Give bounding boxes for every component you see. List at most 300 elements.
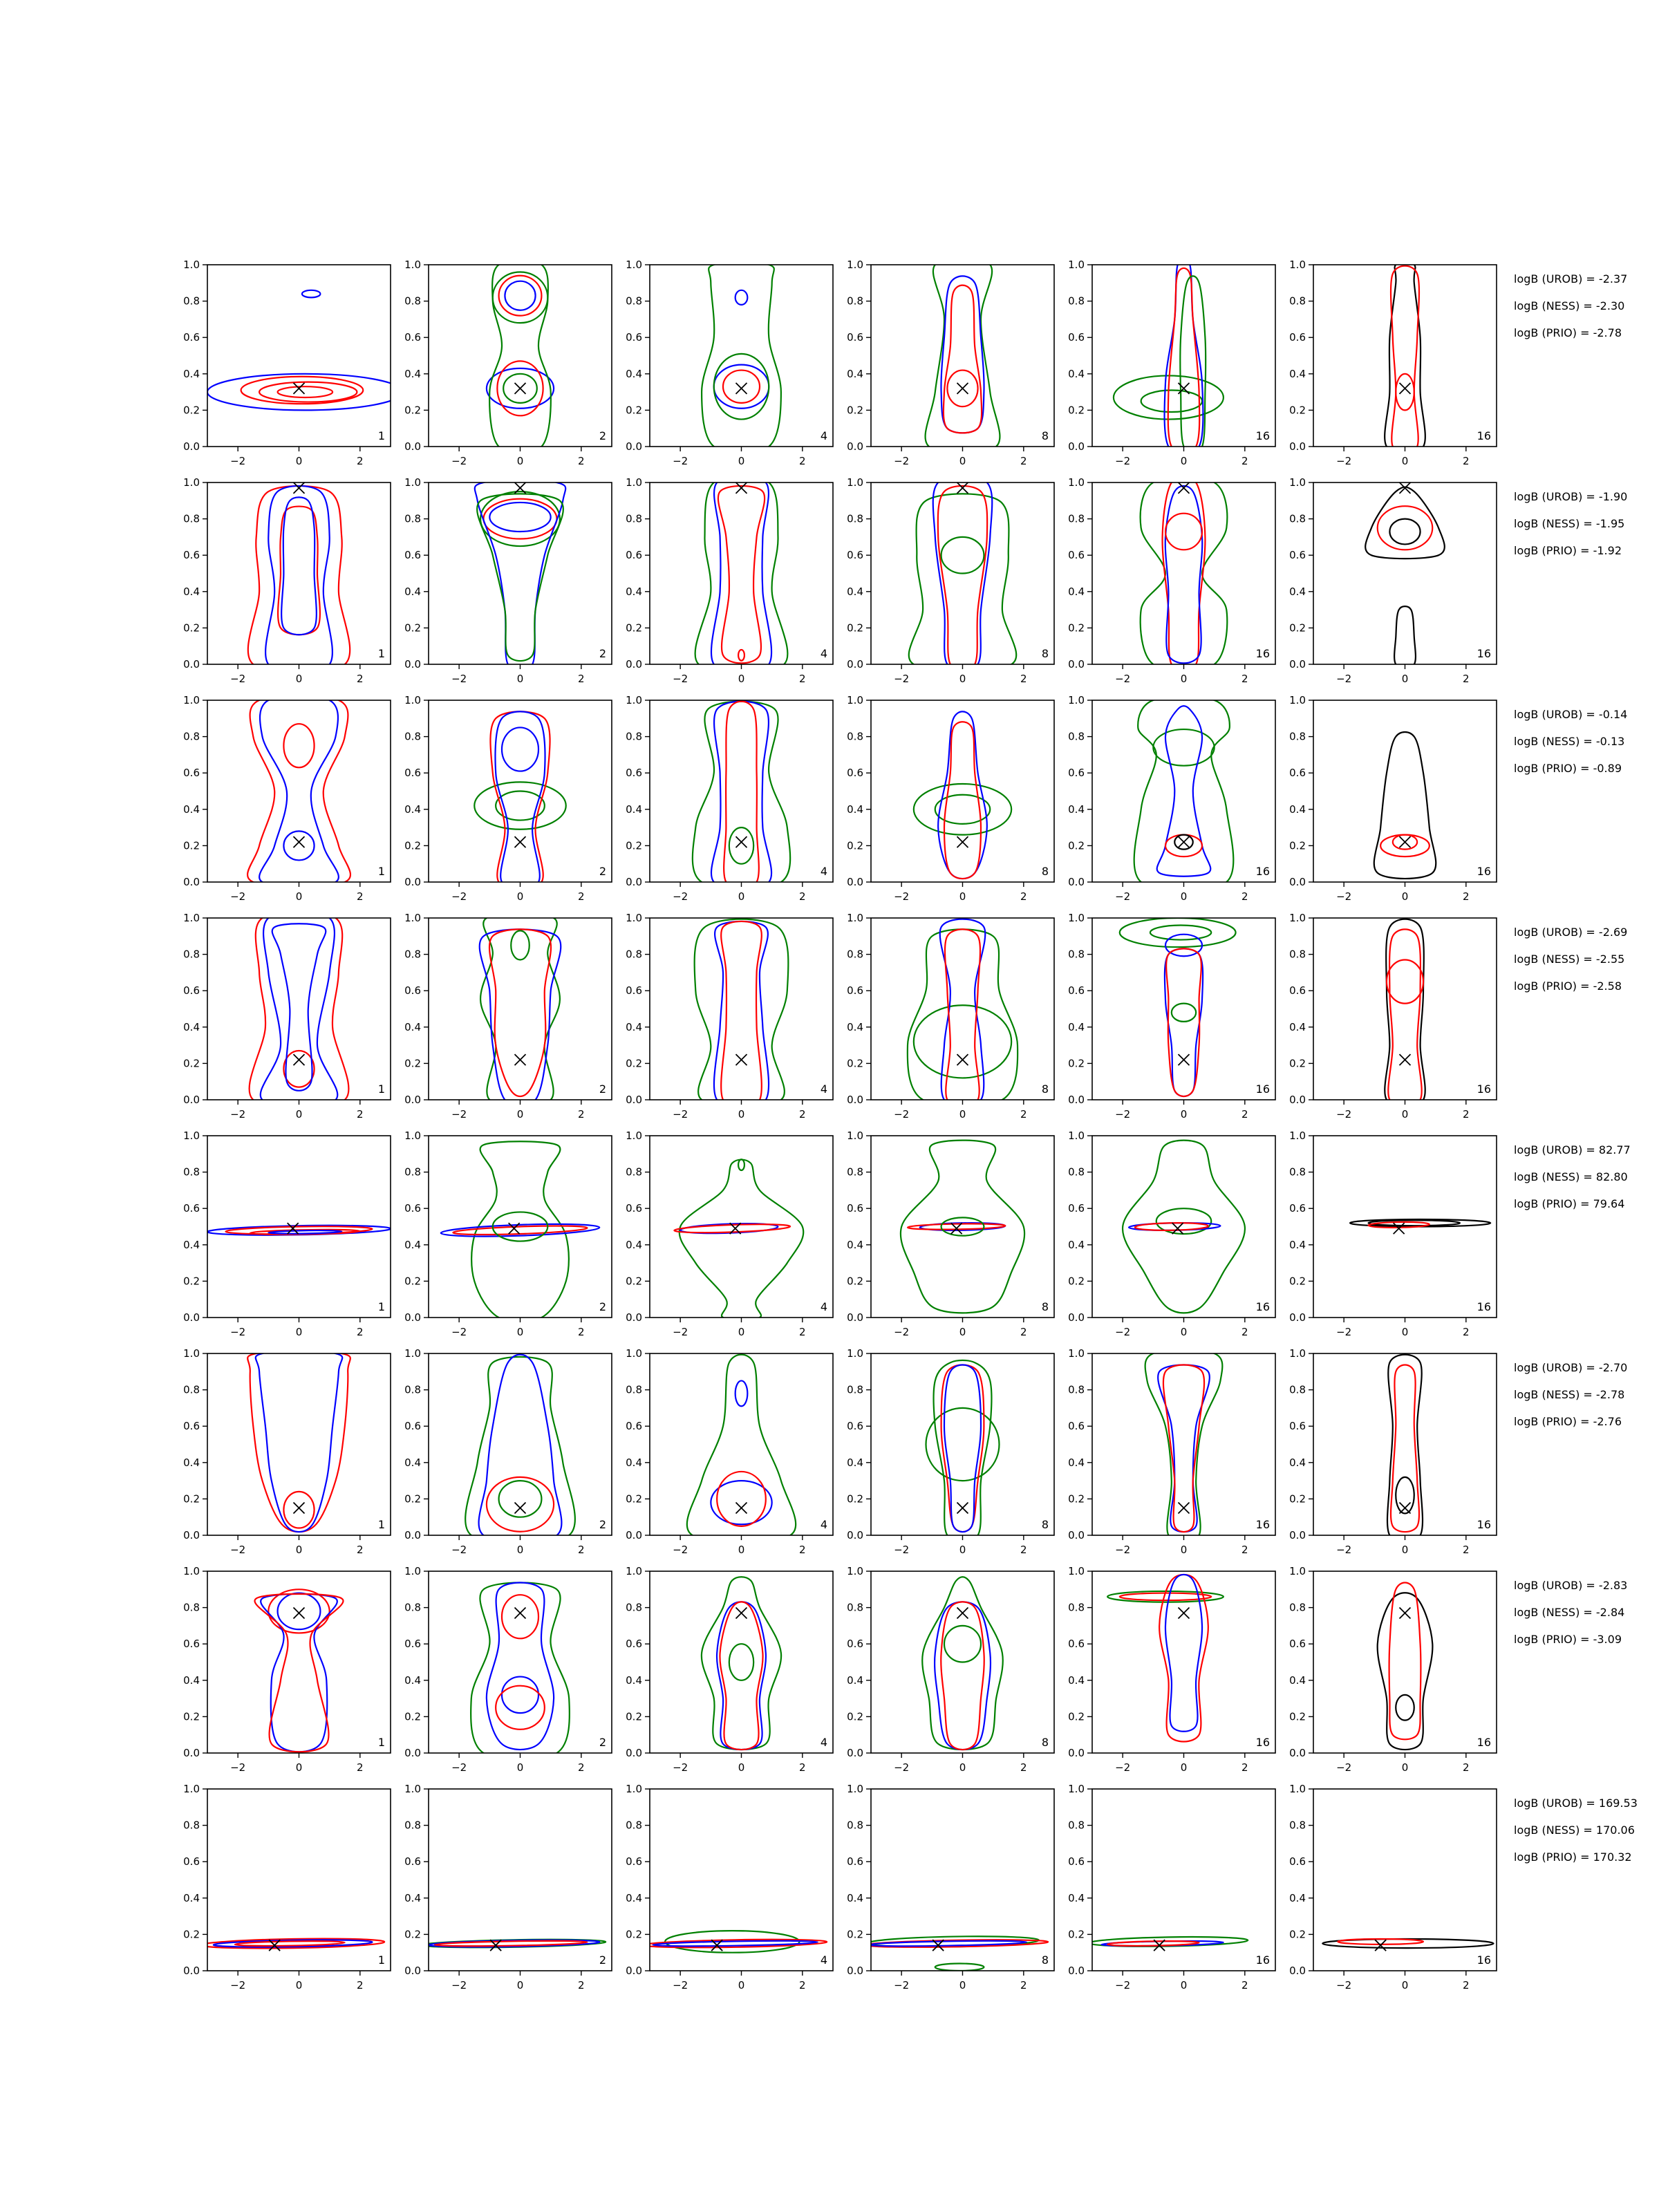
panel-count-label: 2 — [599, 647, 606, 660]
y-tick-label: 1.0 — [1068, 1783, 1085, 1795]
y-tick-label: 0.0 — [1068, 658, 1085, 671]
y-tick-label: 0.8 — [626, 512, 642, 525]
contour-prio-4 — [1180, 276, 1206, 453]
x-tick-label: −2 — [1115, 1108, 1131, 1121]
y-tick-label: 1.0 — [1068, 1347, 1085, 1360]
contour-ness-2 — [453, 1224, 588, 1236]
y-tick-label: 0.2 — [404, 839, 421, 852]
panel-count-label: 2 — [599, 1953, 606, 1967]
contour-ness-1 — [1378, 506, 1433, 550]
truth-marker — [294, 383, 305, 394]
y-tick-label: 0.6 — [404, 984, 421, 997]
y-tick-label: 1.0 — [183, 1130, 200, 1142]
axes-frame — [429, 1571, 612, 1753]
y-tick-label: 0.0 — [847, 1747, 863, 1759]
truth-marker — [736, 1607, 747, 1618]
y-tick-label: 0.4 — [1289, 1674, 1306, 1687]
y-tick-label: 0.2 — [1068, 1492, 1085, 1506]
bayes-factor-label: logB (PRIO) = -1.92 — [1514, 544, 1622, 557]
truth-marker — [294, 482, 305, 494]
y-tick-label: 0.4 — [404, 803, 421, 816]
panel-r8-c1 — [183, 1783, 391, 1991]
panel-r1-c6 — [1289, 259, 1497, 467]
y-tick-label: 0.6 — [1289, 549, 1306, 562]
y-tick-label: 0.0 — [1068, 1311, 1085, 1324]
y-tick-label: 0.6 — [626, 984, 642, 997]
y-tick-label: 0.0 — [404, 1529, 421, 1541]
y-tick-label: 0.8 — [404, 948, 421, 961]
contour-layer — [695, 476, 788, 673]
y-tick-label: 0.6 — [1289, 331, 1306, 344]
y-tick-label: 0.4 — [1289, 1891, 1306, 1904]
x-tick-label: 2 — [1241, 1326, 1248, 1338]
y-tick-label: 0.6 — [1289, 984, 1306, 997]
contour-layer — [1385, 263, 1425, 453]
x-tick-label: 2 — [357, 1544, 364, 1556]
contour-layer — [644, 1931, 827, 1953]
contour-ness-1 — [1163, 476, 1206, 671]
y-tick-label: 0.0 — [1068, 440, 1085, 453]
bayes-annotations-row-8 — [1514, 1797, 1638, 1864]
contour-layer — [250, 911, 349, 1109]
x-tick-label: −2 — [1336, 1761, 1352, 1774]
y-tick-label: 0.6 — [183, 1420, 200, 1433]
y-tick-label: 0.6 — [404, 331, 421, 344]
y-tick-label: 0.2 — [404, 1492, 421, 1506]
x-tick-label: 0 — [516, 673, 524, 685]
contour-ness-2 — [1396, 374, 1414, 411]
y-tick-label: 0.6 — [404, 1855, 421, 1868]
contour-layer — [1107, 1575, 1224, 1742]
y-tick-label: 0.8 — [1289, 1819, 1306, 1832]
panel-count-label: 16 — [1477, 865, 1491, 878]
contour-layer — [687, 1355, 796, 1542]
contour-ness-3 — [502, 1595, 538, 1638]
y-tick-label: 0.8 — [847, 948, 863, 961]
axes-frame — [207, 700, 391, 882]
panel-r3-c1 — [183, 694, 391, 903]
y-tick-label: 0.8 — [404, 1819, 421, 1832]
x-tick-label: 2 — [1241, 890, 1248, 903]
y-tick-label: 1.0 — [183, 476, 200, 489]
y-tick-label: 0.6 — [1068, 1202, 1085, 1215]
contour-ness-4 — [278, 386, 333, 397]
x-tick-label: 2 — [1241, 455, 1248, 467]
panel-count-label: 1 — [377, 429, 385, 442]
truth-marker — [294, 836, 305, 847]
panel-count-label: 2 — [599, 429, 606, 442]
panel-count-label: 1 — [377, 1082, 385, 1096]
contour-urob-1 — [711, 702, 771, 889]
panel-r6-c3 — [626, 1347, 833, 1556]
y-tick-label: 0.4 — [183, 585, 200, 598]
y-tick-label: 0.0 — [626, 658, 642, 671]
truth-marker — [1394, 1223, 1405, 1234]
y-tick-label: 0.6 — [404, 1638, 421, 1651]
contour-prio-0 — [474, 782, 566, 829]
y-tick-label: 0.2 — [1289, 1928, 1306, 1941]
truth-marker — [957, 1503, 968, 1514]
truth-marker — [1179, 836, 1190, 847]
panel-count-label: 8 — [1041, 1518, 1049, 1531]
y-tick-label: 0.4 — [404, 1891, 421, 1904]
x-tick-label: −2 — [451, 1108, 467, 1121]
x-tick-label: −2 — [1115, 1979, 1131, 1991]
contour-layer — [901, 1141, 1024, 1313]
contour-ness-2 — [487, 1477, 554, 1532]
y-tick-label: 0.4 — [626, 1238, 642, 1251]
y-tick-label: 0.0 — [404, 1094, 421, 1106]
truth-marker — [1400, 1054, 1411, 1065]
y-tick-label: 0.6 — [404, 767, 421, 780]
y-tick-label: 0.0 — [847, 876, 863, 888]
x-tick-label: −2 — [894, 890, 910, 903]
panel-r8-c4 — [847, 1783, 1054, 1991]
y-tick-label: 0.2 — [1289, 1710, 1306, 1723]
axes-frame — [207, 918, 391, 1100]
axes-frame — [1092, 1571, 1275, 1753]
y-tick-label: 1.0 — [1068, 694, 1085, 706]
x-tick-label: 2 — [1020, 1108, 1027, 1121]
y-tick-label: 0.8 — [847, 512, 863, 525]
y-tick-label: 1.0 — [1289, 1130, 1306, 1142]
panel-count-label: 16 — [1477, 1518, 1491, 1531]
contour-prio-0 — [901, 1141, 1024, 1313]
y-tick-label: 0.2 — [183, 621, 200, 635]
x-tick-label: 2 — [578, 673, 585, 685]
contour-layer — [922, 1577, 1003, 1750]
y-tick-label: 0.0 — [1289, 1529, 1306, 1541]
panel-count-label: 2 — [599, 1518, 606, 1531]
panel-r3-c2 — [404, 694, 612, 903]
y-tick-label: 0.6 — [1068, 1855, 1085, 1868]
contour-layer — [487, 260, 554, 453]
panel-count-label: 16 — [1255, 647, 1270, 660]
contour-urob-1 — [941, 276, 984, 433]
contour-ness-2 — [718, 486, 765, 663]
contour-layer — [1089, 1936, 1248, 1951]
y-tick-label: 0.0 — [847, 658, 863, 671]
x-tick-label: −2 — [1115, 455, 1131, 467]
y-tick-label: 0.8 — [183, 730, 200, 743]
y-tick-label: 0.6 — [183, 1202, 200, 1215]
contour-layer — [702, 1577, 781, 1750]
bayes-annotations-row-2 — [1514, 490, 1627, 557]
y-tick-label: 0.2 — [183, 404, 200, 417]
contour-ness-2 — [283, 724, 314, 767]
y-tick-label: 0.6 — [626, 331, 642, 344]
panel-r4-c4 — [847, 912, 1054, 1121]
x-tick-label: 0 — [516, 1979, 524, 1991]
y-tick-label: 1.0 — [404, 1783, 421, 1795]
y-tick-label: 0.2 — [847, 1928, 863, 1941]
x-tick-label: 0 — [1401, 1544, 1409, 1556]
contour-prio-3 — [499, 1481, 542, 1517]
y-tick-label: 1.0 — [183, 912, 200, 924]
contour-prio-0 — [1145, 1350, 1223, 1542]
y-tick-label: 0.8 — [1068, 1819, 1085, 1832]
y-tick-label: 0.0 — [1289, 658, 1306, 671]
bayes-factor-label: logB (UROB) = -2.70 — [1514, 1361, 1628, 1374]
axes-frame — [650, 1136, 833, 1318]
panel-r2-c5 — [1068, 476, 1275, 685]
truth-marker — [288, 1223, 299, 1234]
y-tick-label: 0.0 — [1068, 1094, 1085, 1106]
y-tick-label: 0.4 — [404, 1020, 421, 1033]
x-tick-label: 0 — [516, 1544, 524, 1556]
contour-urob-3 — [272, 924, 326, 1091]
contour-ness-2 — [723, 371, 760, 403]
contour-prio-0 — [702, 263, 781, 453]
panel-r6-c5 — [1068, 1347, 1275, 1556]
contour-prio-0 — [687, 1355, 796, 1542]
contour-prio-0 — [1134, 697, 1234, 891]
panel-count-label: 1 — [377, 1953, 385, 1967]
y-tick-label: 0.2 — [404, 1057, 421, 1070]
x-tick-label: 0 — [516, 1108, 524, 1121]
contour-urob-1 — [261, 911, 338, 1107]
contour-urob-4 — [502, 727, 538, 771]
x-tick-label: 0 — [516, 1761, 524, 1774]
contour-prio-3 — [738, 1159, 744, 1170]
contour-layer — [480, 913, 561, 1107]
contour-ness-2 — [283, 1492, 314, 1528]
bayes-factor-label: logB (UROB) = 169.53 — [1514, 1797, 1638, 1810]
x-tick-label: −2 — [451, 1326, 467, 1338]
truth-marker — [736, 482, 747, 494]
panel-r3-c3 — [626, 694, 833, 903]
contour-layer — [926, 258, 1000, 453]
x-tick-label: 0 — [1180, 455, 1188, 467]
y-tick-label: 1.0 — [404, 912, 421, 924]
y-tick-label: 0.0 — [1068, 1965, 1085, 1977]
contour-urob-1 — [207, 374, 403, 411]
contour-layer — [247, 1351, 350, 1532]
x-tick-label: 0 — [1401, 1108, 1409, 1121]
y-tick-label: 0.4 — [1068, 803, 1085, 816]
x-tick-label: −2 — [894, 455, 910, 467]
bayes-factor-label: logB (PRIO) = -3.09 — [1514, 1633, 1622, 1646]
truth-marker — [294, 1503, 305, 1514]
y-tick-label: 0.2 — [1068, 1057, 1085, 1070]
contour-layer — [908, 919, 1018, 1107]
x-tick-label: 2 — [1020, 673, 1027, 685]
x-tick-label: −2 — [1336, 890, 1352, 903]
x-tick-label: −2 — [1115, 1544, 1131, 1556]
contour-ref-0 — [1378, 1593, 1433, 1750]
x-tick-label: −2 — [1336, 1108, 1352, 1121]
contour-urob-2 — [502, 1677, 538, 1714]
y-tick-label: 0.8 — [1068, 512, 1085, 525]
y-tick-label: 1.0 — [847, 912, 863, 924]
y-tick-label: 0.2 — [404, 1275, 421, 1288]
x-tick-label: 0 — [295, 1761, 303, 1774]
y-tick-label: 1.0 — [626, 694, 642, 706]
y-tick-label: 0.0 — [1289, 1965, 1306, 1977]
x-tick-label: 0 — [959, 1108, 966, 1121]
y-tick-label: 1.0 — [1068, 1565, 1085, 1577]
bayes-factor-label: logB (NESS) = -0.13 — [1514, 735, 1625, 748]
panel-count-label: 16 — [1477, 429, 1491, 442]
y-tick-label: 0.2 — [183, 1057, 200, 1070]
y-tick-label: 0.0 — [1068, 1747, 1085, 1759]
y-tick-label: 0.8 — [847, 1601, 863, 1614]
x-tick-label: −2 — [230, 455, 246, 467]
y-tick-label: 0.4 — [847, 1674, 863, 1687]
y-tick-label: 0.4 — [404, 367, 421, 380]
axes-frame — [1092, 1136, 1275, 1318]
bayes-factor-label: logB (NESS) = -2.84 — [1514, 1606, 1625, 1619]
y-tick-label: 0.6 — [1068, 767, 1085, 780]
contour-urob-1 — [935, 1602, 991, 1750]
bayes-factor-label: logB (NESS) = -2.78 — [1514, 1388, 1625, 1401]
x-tick-label: −2 — [1336, 455, 1352, 467]
x-tick-label: −2 — [451, 1979, 467, 1991]
y-tick-label: 0.4 — [626, 803, 642, 816]
x-tick-label: −2 — [673, 890, 688, 903]
contour-ref-0 — [1365, 487, 1445, 559]
x-tick-label: 2 — [1463, 1326, 1470, 1338]
x-tick-label: −2 — [673, 1326, 688, 1338]
panel-r6-c6 — [1289, 1347, 1497, 1556]
x-tick-label: 2 — [1241, 1108, 1248, 1121]
x-tick-label: −2 — [1336, 673, 1352, 685]
contour-ness-0 — [247, 1351, 350, 1532]
x-tick-label: 0 — [959, 890, 966, 903]
contour-layer — [914, 711, 1011, 879]
contour-prio-0 — [926, 258, 1000, 453]
y-tick-label: 0.8 — [404, 730, 421, 743]
x-tick-label: −2 — [894, 673, 910, 685]
y-tick-label: 1.0 — [1289, 259, 1306, 271]
y-tick-label: 1.0 — [183, 1565, 200, 1577]
y-tick-label: 1.0 — [404, 259, 421, 271]
y-tick-label: 0.8 — [626, 1383, 642, 1396]
truth-marker — [736, 383, 747, 394]
y-tick-label: 0.2 — [626, 1710, 642, 1723]
contour-layer — [865, 1935, 1048, 1971]
axes-frame — [871, 700, 1054, 882]
panel-r6-c4 — [847, 1347, 1054, 1556]
y-tick-label: 0.6 — [847, 1202, 863, 1215]
truth-marker — [515, 1503, 526, 1514]
y-tick-label: 0.4 — [626, 585, 642, 598]
x-tick-label: 2 — [578, 455, 585, 467]
y-tick-label: 0.8 — [183, 1601, 200, 1614]
x-tick-label: −2 — [1336, 1979, 1352, 1991]
truth-marker — [957, 836, 968, 847]
y-tick-label: 0.2 — [626, 1928, 642, 1941]
panel-r2-c3 — [626, 476, 833, 685]
y-tick-label: 1.0 — [404, 694, 421, 706]
contour-ness-2 — [717, 1472, 766, 1526]
x-tick-label: 2 — [1463, 1979, 1470, 1991]
truth-marker — [1400, 836, 1411, 847]
bayes-annotations-row-3 — [1514, 708, 1627, 775]
y-tick-label: 0.2 — [1068, 839, 1085, 852]
y-tick-label: 0.2 — [183, 1492, 200, 1506]
contour-prio-0 — [695, 476, 788, 673]
contour-urob-3 — [1165, 1575, 1202, 1732]
contour-layer — [1134, 697, 1234, 891]
x-tick-label: −2 — [451, 890, 467, 903]
panel-count-label: 16 — [1255, 1082, 1270, 1096]
x-tick-label: −2 — [894, 1544, 910, 1556]
contour-urob-0 — [302, 290, 321, 298]
x-tick-label: 2 — [1020, 1761, 1027, 1774]
y-tick-label: 0.4 — [847, 1020, 863, 1033]
panel-r7-c4 — [847, 1565, 1054, 1774]
y-tick-label: 0.8 — [1289, 1383, 1306, 1396]
y-tick-label: 1.0 — [183, 1347, 200, 1360]
y-tick-label: 0.6 — [847, 1420, 863, 1433]
bayes-factor-label: logB (UROB) = -2.37 — [1514, 272, 1628, 285]
y-tick-label: 0.4 — [626, 1020, 642, 1033]
truth-marker — [736, 1054, 747, 1065]
x-tick-label: 2 — [357, 890, 364, 903]
x-tick-label: −2 — [451, 1544, 467, 1556]
contour-urob-1 — [487, 1582, 554, 1750]
y-tick-label: 0.6 — [847, 984, 863, 997]
panel-count-label: 4 — [820, 647, 827, 660]
y-tick-label: 1.0 — [847, 1347, 863, 1360]
truth-marker — [1400, 1503, 1411, 1514]
contour-prio-0 — [702, 1577, 781, 1750]
panel-count-label: 4 — [820, 1518, 827, 1531]
x-tick-label: 2 — [1020, 1544, 1027, 1556]
y-tick-label: 0.8 — [847, 1383, 863, 1396]
x-tick-label: 2 — [578, 1761, 585, 1774]
x-tick-label: 2 — [1241, 673, 1248, 685]
y-tick-label: 0.8 — [1068, 730, 1085, 743]
contour-ness-2 — [490, 711, 550, 888]
x-tick-label: 2 — [1463, 673, 1470, 685]
contour-prio-1 — [935, 795, 991, 824]
x-tick-label: 2 — [799, 1544, 806, 1556]
y-tick-label: 0.4 — [1289, 1238, 1306, 1251]
x-tick-label: 2 — [578, 1108, 585, 1121]
y-tick-label: 0.6 — [404, 1420, 421, 1433]
contour-prio-0 — [914, 784, 1011, 835]
x-tick-label: −2 — [673, 455, 688, 467]
x-tick-label: 0 — [516, 1326, 524, 1338]
contour-urob-3 — [281, 497, 317, 635]
y-tick-label: 1.0 — [626, 1783, 642, 1795]
axes-frame — [1313, 1571, 1497, 1753]
y-tick-label: 0.4 — [847, 803, 863, 816]
x-tick-label: −2 — [1115, 1761, 1131, 1774]
contour-layer — [475, 480, 565, 671]
contour-layer — [674, 1159, 803, 1320]
contour-layer — [248, 482, 350, 673]
panel-count-label: 16 — [1255, 1518, 1270, 1531]
x-tick-label: 2 — [1020, 455, 1027, 467]
contour-ness-1 — [484, 499, 557, 539]
contour-prio-1 — [1141, 390, 1202, 412]
y-tick-label: 1.0 — [626, 1130, 642, 1142]
panel-count-label: 16 — [1477, 1953, 1491, 1967]
x-tick-label: 2 — [357, 1979, 364, 1991]
x-tick-label: 0 — [1180, 1544, 1188, 1556]
x-tick-label: 0 — [959, 673, 966, 685]
y-tick-label: 0.4 — [1289, 367, 1306, 380]
contour-prio-0 — [908, 929, 1018, 1106]
x-tick-label: 2 — [1241, 1979, 1248, 1991]
bayes-annotations-row-6 — [1514, 1361, 1627, 1428]
contour-ness-2 — [1387, 959, 1423, 1003]
y-tick-label: 0.6 — [1289, 767, 1306, 780]
x-tick-label: 2 — [799, 1108, 806, 1121]
